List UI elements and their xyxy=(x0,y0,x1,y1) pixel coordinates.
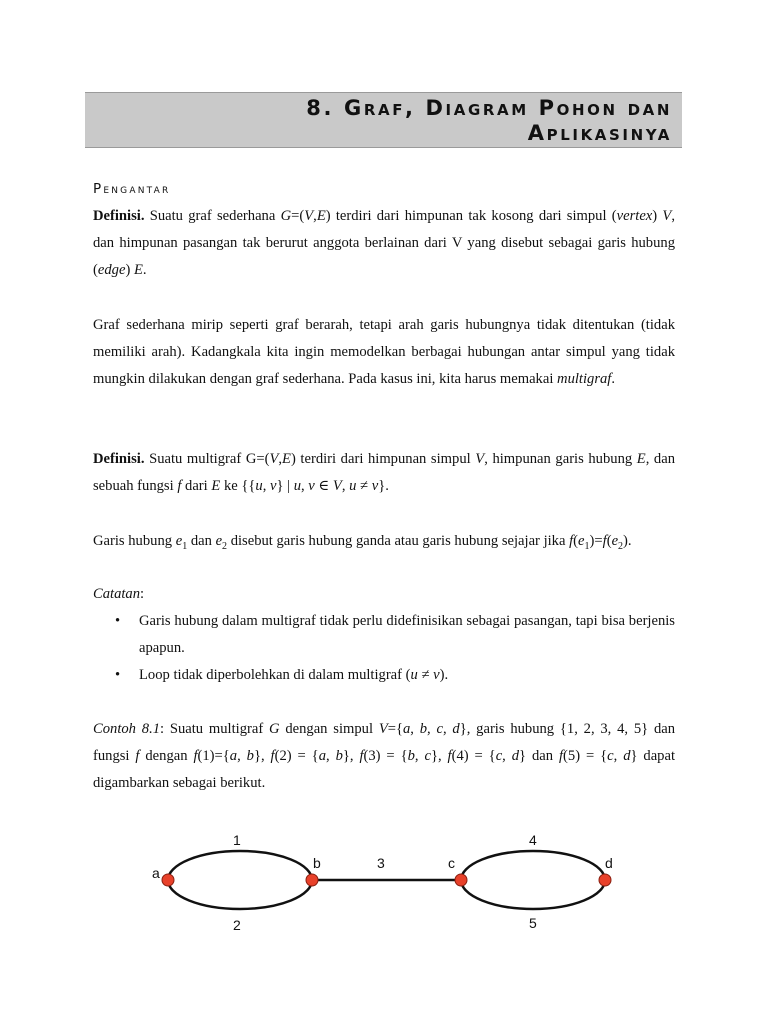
list-item: • Loop tidak diperbolehkan di dalam multigraf (u ≠ v). xyxy=(115,667,449,683)
definition-multigraph: Definisi. Suatu multigraf G=(V,E) terdiri dari himpunan simpul V, himpunan garis hubung E, dan sebuah fungsi f dari E ke {{u, v} | u, v ∈ V, u ≠ v}. xyxy=(93,451,676,494)
vertex-b xyxy=(306,874,318,886)
notes-list xyxy=(93,608,675,689)
definition-simple-graph: Definisi. Suatu graf sederhana G=(V,E) terdiri dari himpunan tak kosong dari simpul (vertex) V, dan himpunan pasangan tak berurut anggota berlainan dari V yang disebut sebagai garis hubung (edge) E. xyxy=(93,208,675,278)
edge-label-1: 1 xyxy=(233,832,241,848)
list-item: • Garis hubung dalam multigraf tidak perlu didefinisikan sebagai pasangan, tapi bisa berjenis apapun. xyxy=(115,613,675,656)
chapter-title-line-1: 8. Graf, Diagram Pohon dan xyxy=(306,96,672,120)
paragraph-parallel-edges: Garis hubung $e_1$ dan $e_2$ disebut garis hubung ganda atau garis hubung sejajar jika $f(e_1)=f(e_2)$. xyxy=(93,533,632,552)
multigraph-diagram xyxy=(140,825,640,940)
example-8-1: Contoh 8.1: Suatu multigraf G dengan simpul V={a, b, c, d}, garis hubung {1, 2, 3, 4, 5} dan fungsi f dengan f(1)={a, b}, f(2) = {a, b}, f(3) = {b, c}, f(4) = {c, d} dan f(5) = {c, d} dapat digambarkan sebagai berikut. xyxy=(93,721,676,791)
edge-1-2-loop xyxy=(168,851,312,909)
chapter-title-bar xyxy=(85,92,682,148)
chapter-title-line-2: Aplikasinya xyxy=(527,121,672,145)
vertex-c xyxy=(455,874,467,886)
notes-label: Catatan: xyxy=(93,586,145,602)
chapter-title xyxy=(306,96,672,146)
edge-label-5: 5 xyxy=(529,915,537,931)
edge-label-3: 3 xyxy=(377,855,385,871)
vertex-a xyxy=(162,874,174,886)
edge-4-5-loop xyxy=(461,851,605,909)
paragraph-simple-graph: Graf sederhana mirip seperti graf berarah, tetapi arah garis hubungnya tidak ditentukan (tidak memiliki arah). Kadangkala kita ingin memodelkan berbagai hubungan antar simpul yang tidak mungkin dilakukan dengan graf sederhana. Pada kasus ini, kita harus memakai multigraf. xyxy=(93,317,675,387)
section-heading: Pengantar xyxy=(93,181,171,197)
vertex-d xyxy=(599,874,611,886)
vertex-label-c: c xyxy=(448,855,455,871)
edge-label-2: 2 xyxy=(233,917,241,933)
vertex-label-b: b xyxy=(313,855,321,871)
edge-label-4: 4 xyxy=(529,832,537,848)
vertex-label-a: a xyxy=(152,865,160,881)
vertex-label-d: d xyxy=(605,855,613,871)
